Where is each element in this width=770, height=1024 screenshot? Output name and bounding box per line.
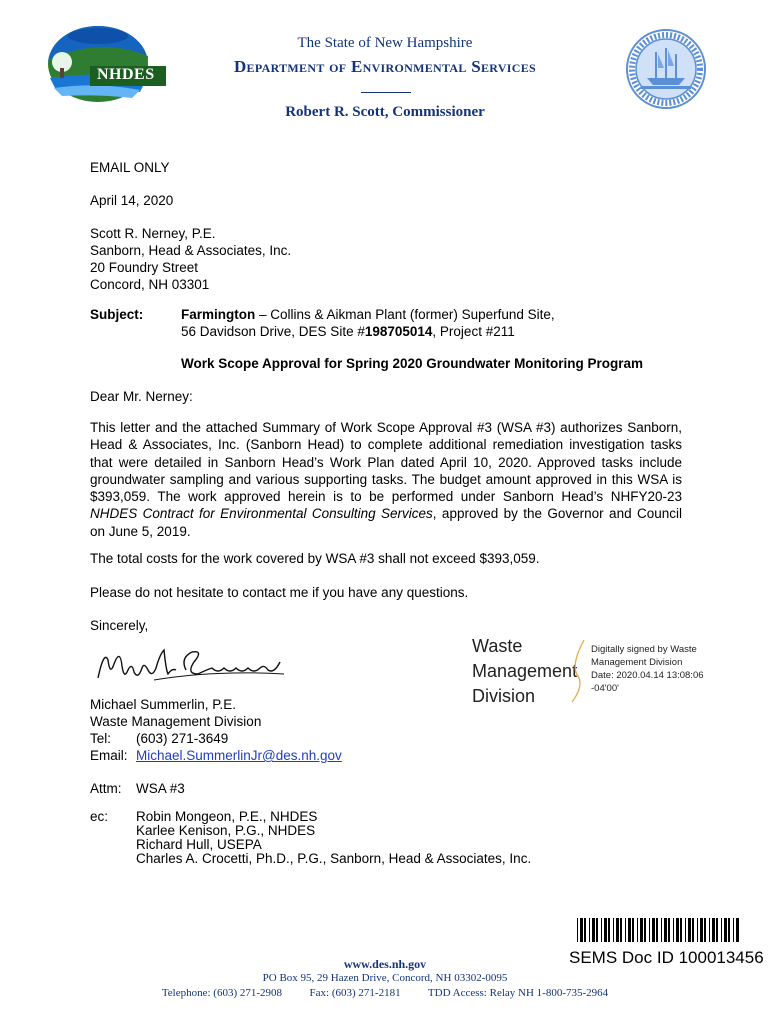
barcode-bar [584, 918, 586, 942]
signer-tel-label: Tel: [90, 731, 112, 746]
barcode-bar [685, 918, 686, 942]
barcode-bar [721, 918, 722, 942]
subject-title: Work Scope Approval for Spring 2020 Groundwater Monitoring Program [181, 356, 644, 371]
logo-text: NHDES [97, 66, 155, 83]
signature-stroke-icon [566, 636, 590, 706]
recipient-street: 20 Foundry Street [90, 260, 199, 275]
ec-recipient: Richard Hull, USEPA [136, 837, 262, 852]
footer-fax: Fax: (603) 271-2181 [309, 987, 401, 999]
barcode-icon [577, 918, 739, 942]
barcode-bar [656, 918, 658, 942]
department-name: Department of Environmental Services [233, 57, 537, 76]
subject-label: Subject: [90, 307, 144, 322]
barcode-bar [628, 918, 631, 942]
barcode-bar [736, 918, 739, 942]
recipient-city: Concord, NH 03301 [90, 277, 210, 292]
barcode-bar [592, 918, 595, 942]
closing: Sincerely, [90, 618, 149, 633]
barcode-bar [700, 918, 703, 942]
barcode-bar [640, 918, 643, 942]
ec-label: ec: [90, 809, 109, 824]
subject-line-1 [181, 306, 555, 323]
digital-signature-title [472, 634, 577, 709]
subject-site-number: 198705014 [364, 324, 433, 339]
barcode-bar [577, 918, 578, 942]
ec-recipient: Robin Mongeon, P.E., NHDES [136, 809, 318, 824]
barcode-bar [616, 918, 619, 942]
barcode-bar [728, 918, 730, 942]
attachment: WSA #3 [136, 781, 185, 796]
signer-division: Waste Management Division [90, 714, 262, 729]
barcode-bar [580, 918, 583, 942]
subject-project: , Project #211 [432, 324, 515, 339]
barcode-bar [676, 918, 679, 942]
subject-site: – Collins & Aikman Plant (former) Superfund Site, [255, 307, 555, 322]
barcode-bar [673, 918, 674, 942]
barcode-bar [716, 918, 718, 942]
delivery-method: EMAIL ONLY [90, 160, 170, 175]
ec-recipient: Charles A. Crocetti, Ph.D., P.G., Sanborn, Head & Associates, Inc. [136, 851, 532, 866]
recipient-company: Sanborn, Head & Associates, Inc. [90, 243, 292, 258]
barcode-bar [712, 918, 715, 942]
barcode-bar [644, 918, 646, 942]
digital-signature-meta-line: -04'00' [591, 683, 619, 694]
barcode-bar [601, 918, 602, 942]
handwritten-signature [94, 640, 294, 690]
barcode-bar [688, 918, 691, 942]
para1-text-a: This letter and the attached Summary of Work Scope Approval #3 (WSA #3) authorizes Sanborn, Head & Associates, Inc. (Sanborn Head) to complete additional remediation investigation tasks that were detailed in Sanborn Head’s Work Plan dated April 10, 2020. Approved tasks include groundwater sampling and various supporting tasks. The budget amount approved in this WSA is $393,059. The work approved herein is to be performed under Sanborn Head’s NHFY20-23 [90, 420, 682, 505]
signer-email-label: Email: [90, 748, 128, 763]
barcode-bar [692, 918, 694, 942]
barcode-bar [709, 918, 710, 942]
barcode-bar [649, 918, 650, 942]
barcode-bar [724, 918, 727, 942]
barcode-bar [632, 918, 634, 942]
footer-contacts [0, 987, 770, 999]
signer-email-link[interactable]: Michael.SummerlinJr@des.nh.gov [136, 748, 342, 763]
state-name: The State of New Hampshire [297, 35, 473, 51]
footer-website[interactable]: www.des.nh.gov [343, 957, 427, 971]
letter-date: April 14, 2020 [90, 193, 174, 208]
salutation: Dear Mr. Nerney: [90, 389, 193, 404]
barcode-bar [704, 918, 706, 942]
digital-signature-meta-line: Date: 2020.04.14 13:08:06 [591, 670, 704, 681]
barcode-bar [733, 918, 734, 942]
recipient-name: Scott R. Nerney, P.E. [90, 226, 216, 241]
barcode-bar [680, 918, 682, 942]
footer-tdd: TDD Access: Relay NH 1-800-735-2964 [427, 987, 609, 999]
body-paragraph-1 [90, 419, 682, 540]
digital-signature-meta-line: Management Division [591, 657, 683, 668]
signer-name: Michael Summerlin, P.E. [90, 697, 237, 712]
subject-line-2 [181, 323, 515, 340]
attachment-label: Attm: [90, 781, 122, 796]
barcode-bar [661, 918, 662, 942]
body-paragraph-3: Please do not hesitate to contact me if you have any questions. [90, 585, 469, 600]
barcode-bar [664, 918, 667, 942]
digital-signature-title-line: Division [472, 686, 536, 706]
signer-tel: (603) 271-3649 [136, 731, 229, 746]
sems-doc-id: SEMS Doc ID 100013456 [569, 948, 764, 967]
digital-signature-title-line: Waste [472, 636, 523, 656]
commissioner: Robert R. Scott, Commissioner [285, 104, 485, 120]
header-divider [361, 92, 411, 93]
subject-town: Farmington [181, 307, 256, 322]
digital-signature-mark [566, 636, 590, 706]
signature-icon [94, 640, 294, 690]
ec-recipient: Karlee Kenison, P.G., NHDES [136, 823, 316, 838]
barcode-bar [652, 918, 655, 942]
footer-telephone: Telephone: (603) 271-2908 [161, 987, 283, 999]
digital-signature-title-line: Management [472, 661, 578, 681]
digital-signature-meta-line: Digitally signed by Waste [591, 644, 697, 655]
barcode-bar [604, 918, 607, 942]
barcode-bar [613, 918, 614, 942]
barcode [577, 918, 739, 942]
body-paragraph-2: The total costs for the work covered by WSA #3 shall not exceed $393,059. [90, 551, 540, 566]
barcode-bar [697, 918, 698, 942]
subject-address: 56 Davidson Drive, DES Site # [181, 324, 365, 339]
para1-text-b: , approved by the Governor and Council on June 5, 2019. [90, 506, 682, 539]
para1-contract-name: NHDES Contract for Environmental Consulting Services [90, 506, 433, 522]
barcode-bar [608, 918, 610, 942]
barcode-bar [637, 918, 638, 942]
barcode-bar [589, 918, 590, 942]
digital-signature-details [591, 643, 704, 695]
barcode-bar [596, 918, 598, 942]
barcode-bar [625, 918, 626, 942]
barcode-bar [620, 918, 622, 942]
footer-address: PO Box 95, 29 Hazen Drive, Concord, NH 03302-0095 [262, 972, 508, 984]
barcode-bar [668, 918, 670, 942]
